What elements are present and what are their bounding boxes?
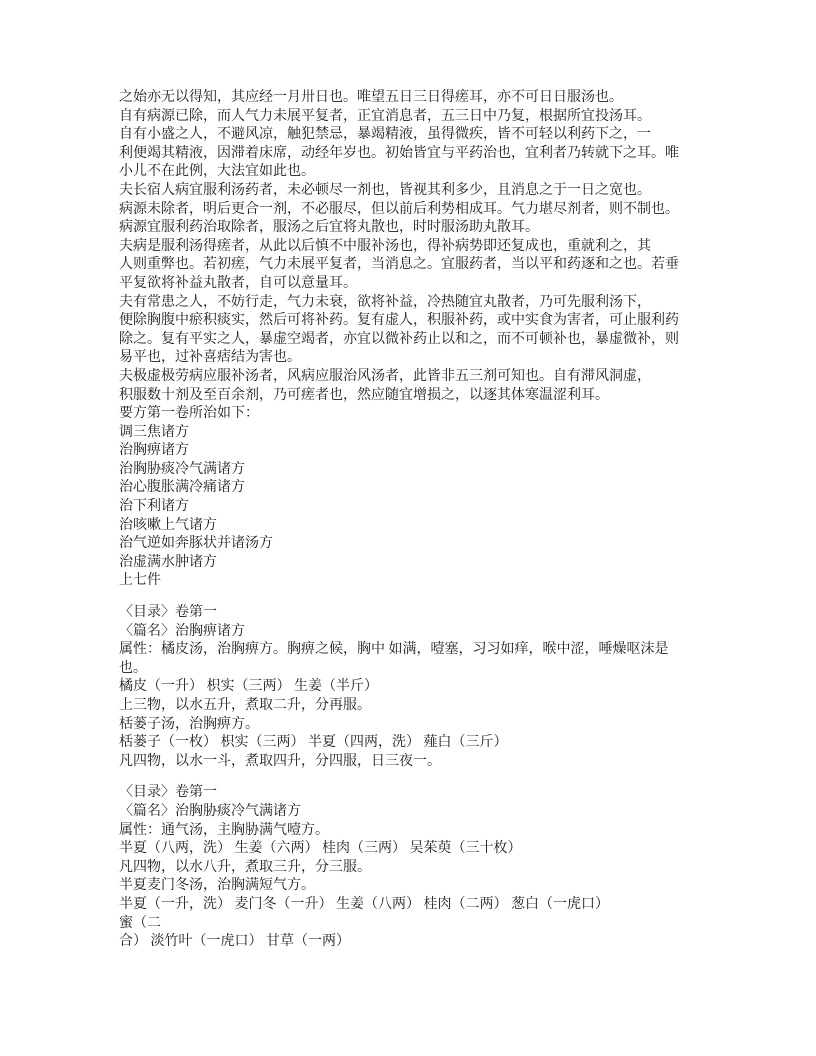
text-line: 合） 淡竹叶（一虎口） 甘草（一两）	[119, 934, 350, 950]
text-line: 〈目录〉卷第一	[119, 785, 217, 801]
text-line: 也。	[119, 660, 147, 676]
text-line: 便除胸腹中瘀积痰实，然后可将补药。复有虚人，积服补药，或中实食为害者，可止服利药	[119, 313, 679, 329]
text-line: 凡四物，以水一斗，煮取四升，分四服，日三夜一。	[119, 753, 441, 769]
text-line: 治胸痹诸方	[119, 443, 189, 459]
text-line: 自有病源已除，而人气力未展平复者，正宜消息者，五三日中乃复，根据所宜投汤耳。	[119, 108, 651, 124]
text-line: 〈目录〉卷第一	[119, 605, 217, 621]
text-line: 栝蒌子汤，治胸痹方。	[119, 716, 259, 732]
text-line: 蜜（二	[119, 915, 161, 931]
text-line: 治心腹胀满冷痛诸方	[119, 480, 245, 496]
text-line: 除之。复有平实之人，暴虚空竭者，亦宜以微补药止以和之，而不可顿补也，暴虚微补，则	[119, 331, 679, 347]
text-line: 治胸胁痰冷气满诸方	[119, 461, 245, 477]
text-line: 治气逆如奔豚状并诸汤方	[119, 536, 273, 552]
text-line: 夫长宿人病宜服利汤药者，未必顿尽一剂也，皆视其利多少，且消息之于一日之宽也。	[119, 182, 651, 198]
text-line: 人则重弊也。若初瘥，气力未展平复者，当消息之。宜服药者，当以平和药逐和之也。若垂	[119, 257, 679, 273]
document-text	[119, 89, 729, 952]
section-separator	[119, 591, 729, 604]
text-line: 属性：通气汤，主胸胁满气噎方。	[119, 822, 329, 838]
section-separator	[119, 771, 729, 784]
text-line: 属性：橘皮汤，治胸痹方。胸痹之候，胸中 如满，噎塞，习习如痒，喉中涩，唾燥呕沫是	[119, 642, 669, 658]
text-line: 平复欲将补益丸散者，自可以意量耳。	[119, 275, 357, 291]
text-line: 上三物，以水五升，煮取二升，分再服。	[119, 698, 371, 713]
text-line: 〈篇名〉治胸胁痰冷气满诸方	[119, 803, 301, 819]
text-line: 夫有常患之人，不妨行走，气力未衰，欲将补益，冷热随宜丸散者，乃可先服利汤下，	[119, 294, 651, 310]
text-line: 栝蒌子（一枚） 枳实（三两） 半夏（四两，洗） 薤白（三斤）	[119, 735, 508, 751]
text-line: 凡四物，以水八升，煮取三升，分三服。	[119, 859, 371, 875]
text-line: 小儿不在此例，大法宜如此也。	[119, 164, 315, 180]
text-line: 之始亦无以得知，其应经一月卅日也。唯望五日三日得瘥耳，亦不可日日服汤也。	[119, 90, 623, 105]
text-line: 调三焦诸方	[119, 424, 189, 440]
text-line: 治虚满水肿诸方	[119, 554, 217, 570]
text-line: 易平也，过补喜痞结为害也。	[119, 350, 301, 366]
text-line: 橘皮（一升） 枳实（三两） 生姜（半斤）	[119, 679, 378, 695]
text-line: 半夏（八两，洗） 生姜（六两） 桂肉（三两） 吴茱萸（三十枚）	[119, 841, 522, 857]
text-line: 积服数十剂及至百余剂，乃可瘥者也，然应随宜增损之，以逐其体寒温涩利耳。	[119, 387, 609, 403]
text-line: 治下利诸方	[119, 499, 189, 515]
text-line: 〈篇名〉治胸痹诸方	[119, 623, 245, 639]
text-line: 上七件	[119, 573, 161, 589]
text-line: 夫病是服利汤得瘥者，从此以后慎不中服补汤也，得补病势即还复成也，重就利之，其	[119, 238, 651, 254]
text-line: 利便竭其精液，因滞着床席，动经年岁也。初始皆宜与平药治也，宜利者乃转就下之耳。唯	[119, 145, 679, 161]
text-line: 自有小盛之人，不避风凉，触犯禁忌，暴竭精液，虽得微疾，皆不可轻以利药下之，一	[119, 127, 651, 143]
text-line: 夫极虚极劳病应服补汤者，风病应服治风汤者，此皆非五三剂可知也。自有滞风洞虚，	[119, 368, 651, 384]
text-line: 半夏麦门冬汤，治胸满短气方。	[119, 878, 315, 894]
text-line: 半夏（一升，洗） 麦门冬（一升） 生姜（八两） 桂肉（二两） 葱白（一虎口）	[119, 896, 609, 912]
text-line: 要方第一卷所治如下：	[119, 406, 259, 422]
text-line: 病源宜服利药治取除者，服汤之后宜将丸散也，时时服汤助丸散耳。	[119, 220, 539, 236]
text-line: 治咳嗽上气诸方	[119, 517, 217, 533]
text-line: 病源未除者，明后更合一剂，不必服尽，但以前后利势相成耳。气力堪尽剂者，则不制也。	[119, 201, 679, 217]
